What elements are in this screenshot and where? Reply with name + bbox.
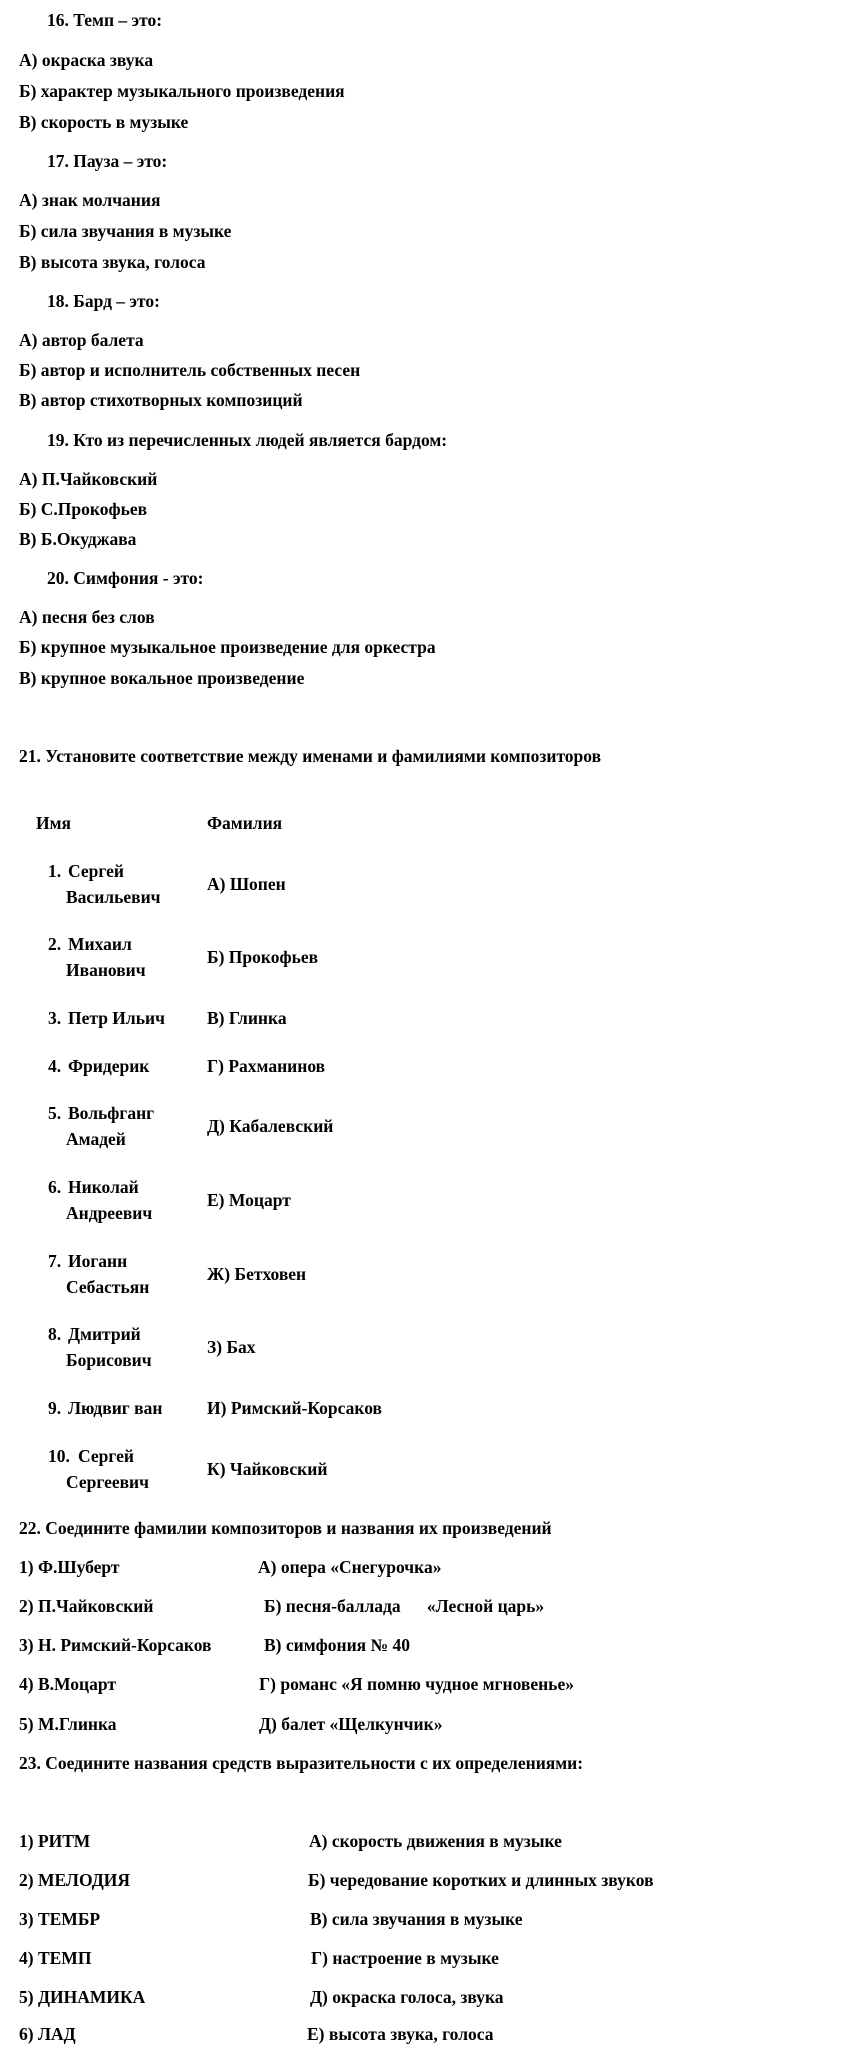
composer-surname: Б) Прокофьев (207, 947, 319, 967)
composer-number: 1. (48, 861, 62, 881)
question-title-18: 18. Бард – это: (47, 291, 160, 311)
answer-option: А) окраска звука (19, 50, 154, 70)
question-title-21: 21. Установите соответствие между именами и фамилиями композиторов (19, 746, 602, 766)
term-item: 3) ТЕМБР (19, 1909, 101, 1929)
composer-first-name: Дмитрий (68, 1324, 141, 1344)
composer-number: 8. (48, 1324, 62, 1344)
composer-surname: Ж) Бетховен (207, 1264, 307, 1284)
answer-option: В) крупное вокальное произведение (19, 668, 305, 688)
composer-patronymic: Васильевич (66, 887, 161, 907)
definition-item: Г) настроение в музыке (311, 1948, 499, 1968)
answer-option: Б) крупное музыкальное произведение для оркестра (19, 637, 436, 657)
work-item: В) симфония № 40 (264, 1635, 410, 1655)
composer-number: 6. (48, 1177, 62, 1197)
composer-first-name: Фридерик (68, 1056, 150, 1076)
composer-first-name: Михаил (68, 934, 132, 954)
answer-option: А) знак молчания (19, 190, 161, 210)
answer-option: В) автор стихотворных композиций (19, 390, 303, 410)
composer-surname: К) Чайковский (207, 1459, 328, 1479)
composer-first-name: Иоганн (68, 1251, 128, 1271)
work-item: Д) балет «Щелкунчик» (259, 1714, 443, 1734)
composer-patronymic: Андреевич (66, 1203, 153, 1223)
answer-option: А) автор балета (19, 330, 144, 350)
composer-surname: З) Бах (207, 1337, 256, 1357)
composer-patronymic: Себастьян (66, 1277, 150, 1297)
term-item: 4) ТЕМП (19, 1948, 92, 1968)
composer-number: 2. (48, 934, 62, 954)
composer-first-name: Петр Ильич (68, 1008, 165, 1028)
answer-option: А) П.Чайковский (19, 469, 158, 489)
answer-option: Б) С.Прокофьев (19, 499, 148, 519)
composer-number: 4. (48, 1056, 62, 1076)
term-item: 5) ДИНАМИКА (19, 1987, 146, 2007)
column-header-surname: Фамилия (207, 813, 283, 833)
composer-patronymic: Иванович (66, 960, 146, 980)
composer-number: 9. (48, 1398, 62, 1418)
column-header-name: Имя (36, 813, 71, 833)
composer-first-name: Сергей (68, 861, 124, 881)
answer-option: В) скорость в музыке (19, 112, 189, 132)
answer-option: А) песня без слов (19, 607, 155, 627)
composer-patronymic: Борисович (66, 1350, 152, 1370)
composer-surname: И) Римский-Корсаков (207, 1398, 382, 1418)
work-item: А) опера «Снегурочка» (258, 1557, 442, 1577)
composer-first-name: Сергей (78, 1446, 134, 1466)
composer-surname: А) Шопен (207, 874, 286, 894)
answer-option: Б) сила звучания в музыке (19, 221, 232, 241)
composer-first-name: Николай (68, 1177, 139, 1197)
composer-patronymic: Амадей (66, 1129, 126, 1149)
question-title-23: 23. Соедините названия средств выразительности с их определениями: (19, 1753, 584, 1773)
definition-item: А) скорость движения в музыке (309, 1831, 562, 1851)
definition-item: Б) чередование коротких и длинных звуков (308, 1870, 654, 1890)
term-item: 1) РИТМ (19, 1831, 91, 1851)
term-item: 2) МЕЛОДИЯ (19, 1870, 130, 1890)
composer-item: 3) Н. Римский-Корсаков (19, 1635, 212, 1655)
composer-first-name: Вольфганг (68, 1103, 155, 1123)
composer-number: 3. (48, 1008, 62, 1028)
question-title-19: 19. Кто из перечисленных людей является бардом: (47, 430, 448, 450)
question-title-20: 20. Симфония - это: (47, 568, 204, 588)
answer-option: В) высота звука, голоса (19, 252, 206, 272)
composer-first-name: Людвиг ван (68, 1398, 163, 1418)
composer-surname: Е) Моцарт (207, 1190, 291, 1210)
question-title-22: 22. Соедините фамилии композиторов и названия их произведений (19, 1518, 552, 1538)
composer-item: 5) М.Глинка (19, 1714, 117, 1734)
composer-item: 1) Ф.Шуберт (19, 1557, 120, 1577)
composer-number: 7. (48, 1251, 62, 1271)
answer-option: В) Б.Окуджава (19, 529, 137, 549)
composer-item: 4) В.Моцарт (19, 1674, 116, 1694)
definition-item: Д) окраска голоса, звука (310, 1987, 504, 2007)
answer-option: Б) характер музыкального произведения (19, 81, 345, 101)
definition-item: В) сила звучания в музыке (310, 1909, 523, 1929)
question-title-16: 16. Темп – это: (47, 10, 163, 30)
composer-item: 2) П.Чайковский (19, 1596, 154, 1616)
composer-patronymic: Сергеевич (66, 1472, 150, 1492)
question-title-17: 17. Пауза – это: (47, 151, 168, 171)
answer-option: Б) автор и исполнитель собственных песен (19, 360, 361, 380)
composer-surname: Д) Кабалевский (207, 1116, 334, 1136)
work-item: Б) песня-баллада «Лесной царь» (264, 1596, 545, 1616)
composer-surname: Г) Рахманинов (207, 1056, 326, 1076)
composer-surname: В) Глинка (207, 1008, 287, 1028)
term-item: 6) ЛАД (19, 2024, 76, 2044)
composer-number: 10. (48, 1446, 70, 1466)
work-item: Г) романс «Я помню чудное мгновенье» (259, 1674, 574, 1694)
composer-number: 5. (48, 1103, 62, 1123)
definition-item: Е) высота звука, голоса (307, 2024, 494, 2044)
